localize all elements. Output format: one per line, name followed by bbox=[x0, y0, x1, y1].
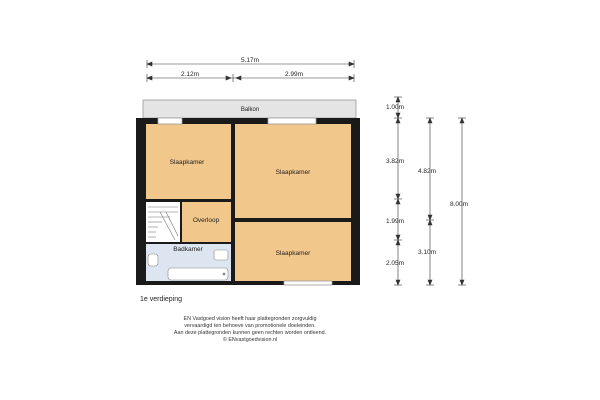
sink bbox=[214, 250, 228, 260]
bedroom-top-right-label: Slaapkamer bbox=[275, 169, 311, 176]
shower-drain bbox=[223, 273, 226, 276]
disclaimer-line-1: EN Vastgoed vision heeft haar plattegronden zorgvuldig bbox=[183, 316, 317, 322]
disclaimer-line-4: © ENvastgoedvision.nl bbox=[222, 337, 278, 343]
bathtub bbox=[168, 268, 228, 280]
dim-right-width: 2.99m bbox=[284, 71, 304, 78]
dim-right-lower-depth: 3.10m bbox=[418, 249, 437, 256]
bedroom-top-left-label: Slaapkamer bbox=[169, 159, 205, 166]
dim-right-upper-depth: 4.82m bbox=[418, 168, 437, 175]
dim-total-depth: 8.00m bbox=[450, 201, 469, 208]
vertical-dimensions bbox=[394, 97, 469, 285]
dim-lower-depth: 2.05m bbox=[386, 260, 405, 267]
balcony-label: Balkon bbox=[240, 107, 260, 113]
bedroom-bottom-right-label: Slaapkamer bbox=[275, 250, 311, 257]
dim-balcony-depth: 1.00m bbox=[386, 104, 405, 111]
disclaimer-line-3: Aan deze plattegronden kunnen geen rechten worden ontleend. bbox=[173, 330, 327, 336]
disclaimer-line-2: vervaardigd ten behoeve van promotionele doeleinden. bbox=[184, 323, 316, 329]
toilet bbox=[148, 254, 158, 266]
dim-upper-depth: 3.82m bbox=[386, 158, 405, 165]
landing-label: Overloop bbox=[192, 217, 220, 224]
dim-middle-depth: 1.99m bbox=[386, 218, 405, 225]
disclaimer bbox=[130, 316, 370, 344]
dim-left-width: 2.12m bbox=[180, 71, 200, 78]
dim-total-width: 5.17m bbox=[240, 57, 260, 64]
floor-label: 1e verdieping bbox=[140, 296, 183, 303]
bathroom-label: Badkamer bbox=[173, 246, 203, 253]
